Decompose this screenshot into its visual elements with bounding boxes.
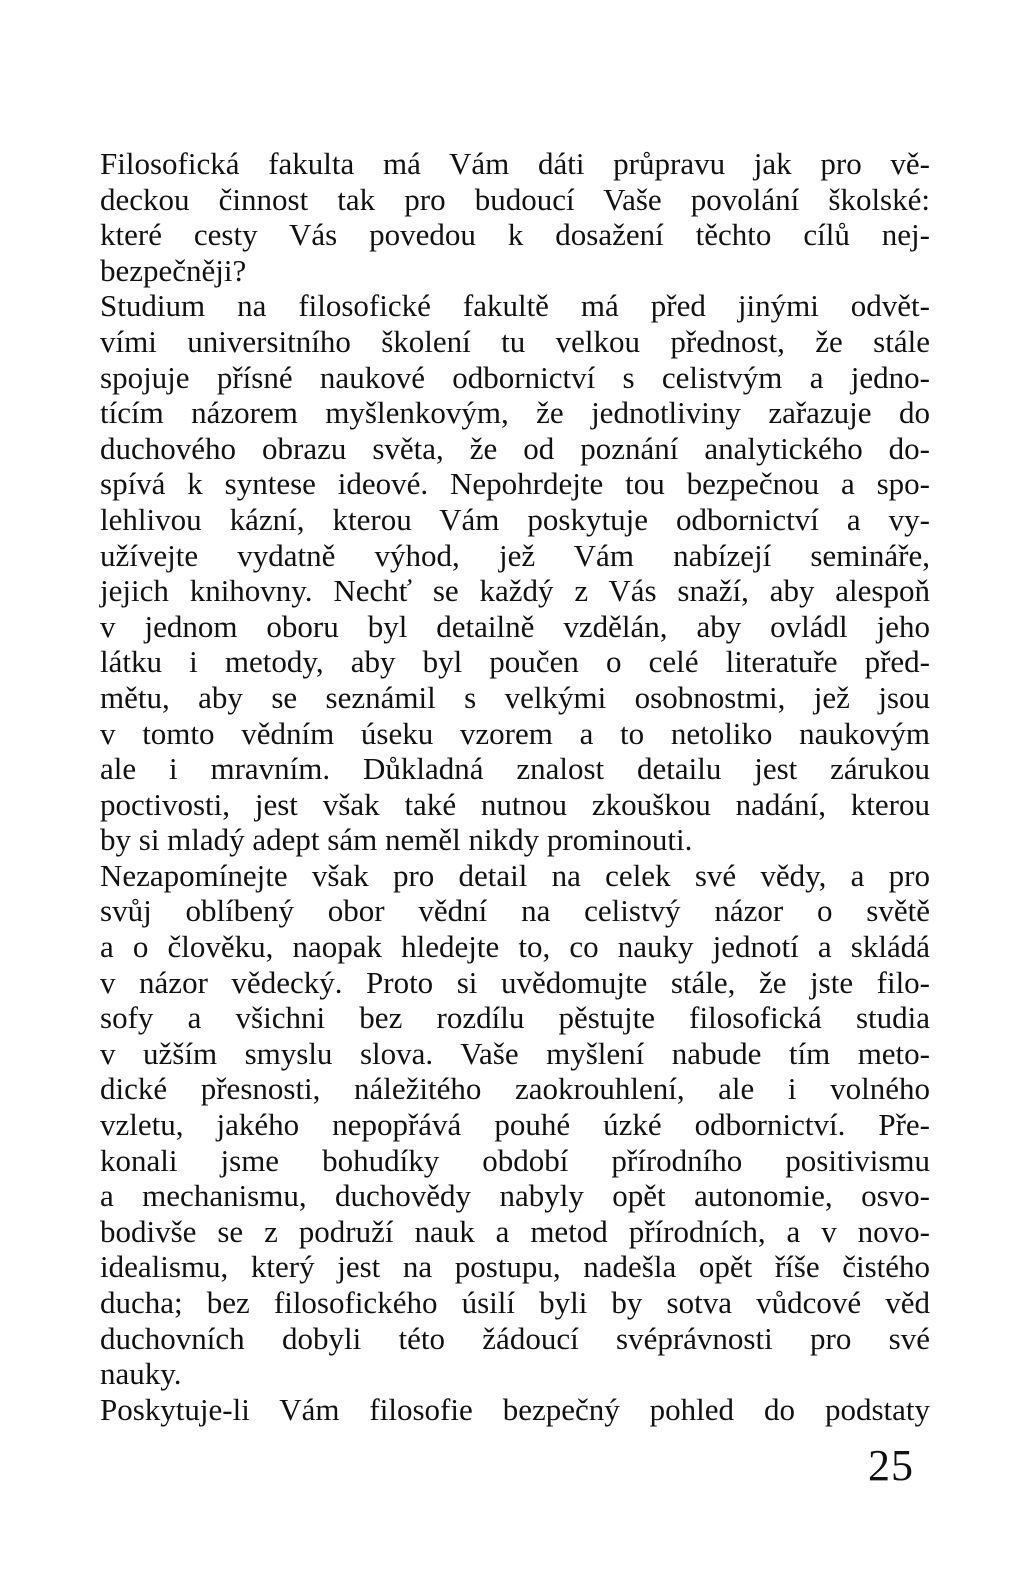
text-line: Poskytuje-li Vám filosofie bezpečný pohled do podstaty <box>100 1391 930 1427</box>
text-line: ducha; bez filosofického úsilí byli by sotva vůdcové věd <box>100 1285 930 1320</box>
text-line: sofy a všichni bez rozdílu pěstujte filosofická studia <box>100 1000 930 1036</box>
text-line: vími universitního školení tu velkou přednost, že stále <box>100 323 930 359</box>
text-line: vzletu, jakého nepopřává pouhé úzké odbornictví. Pře- <box>100 1107 930 1143</box>
text-line: Studium na filosofické fakultě má před jinými odvět- <box>100 288 930 324</box>
text-line: nauky. <box>100 1356 182 1392</box>
text-line: lehlivou kázní, kterou Vám poskytuje odbornictví a vy- <box>100 501 930 537</box>
text-line: konali jsme bohudíky období přírodního positivismu <box>100 1142 930 1178</box>
text-line: v názor vědecký. Proto si uvědomujte stále, že jste filo- <box>100 964 930 1000</box>
text-line: ale i mravním. Důkladná znalost detailu jest zárukou <box>100 751 930 787</box>
text-line: dické přesnosti, náležitého zaokrouhlení, ale i volného <box>100 1071 930 1107</box>
text-line: tícím názorem myšlenkovým, že jednotliviny zařazuje do <box>100 395 930 431</box>
text-line: látku i metody, aby byl poučen o celé literatuře před- <box>100 644 930 680</box>
text-line: v jednom oboru byl detailně vzdělán, aby ovládl jeho <box>100 608 930 644</box>
text-line: a mechanismu, duchovědy nabyly opět autonomie, osvo- <box>100 1178 930 1214</box>
text-line: spojuje přísné naukové odbornictví s celistvým a jedno- <box>100 359 930 395</box>
text-line: Nezapomínejte však pro detail na celek své vědy, a pro <box>100 857 930 893</box>
text-line: by si mladý adept sám neměl nikdy prominouti. <box>100 822 693 858</box>
text-line: jejich knihovny. Nechť se každý z Vás snaží, aby alespoň <box>100 573 930 609</box>
page-number: 25 <box>868 1441 914 1490</box>
text-line: které cesty Vás povedou k dosažení těchto cílů nej- <box>100 217 930 253</box>
text-line: deckou činnost tak pro budoucí Vaše povolání školské: <box>100 181 930 217</box>
text-line: spívá k syntese ideové. Nepohrdejte tou bezpečnou a spo- <box>100 466 930 502</box>
text-line: poctivosti, jest však také nutnou zkouškou nadání, kterou <box>100 786 930 822</box>
text-line: duchového obrazu světa, že od poznání analytického do- <box>100 430 930 466</box>
text-line: a o člověku, naopak hledejte to, co nauky jednotí a skládá <box>100 929 930 965</box>
text-line: užívejte vydatně výhod, jež Vám nabízejí semináře, <box>100 537 930 573</box>
text-line: bezpečněji? <box>100 252 247 288</box>
text-line: svůj oblíbený obor vědní na celistvý názor o světě <box>100 893 930 929</box>
text-line: idealismu, který jest na postupu, nadešla opět říše čistého <box>100 1249 930 1285</box>
text-line: duchovních dobyli této žádoucí svéprávnosti pro své <box>100 1320 930 1356</box>
text-line: mětu, aby se seznámil s velkými osobnostmi, jež jsou <box>100 679 930 715</box>
text-line: v užším smyslu slova. Vaše myšlení nabude tím meto- <box>100 1035 930 1071</box>
text-line: Filosofická fakulta má Vám dáti průpravu jak pro vě- <box>100 146 930 181</box>
body-text <box>100 146 930 1427</box>
text-line: bodivše se z podruží nauk a metod přírodních, a v novo- <box>100 1213 930 1249</box>
text-line: v tomto vědním úseku vzorem a to netoliko naukovým <box>100 715 930 751</box>
